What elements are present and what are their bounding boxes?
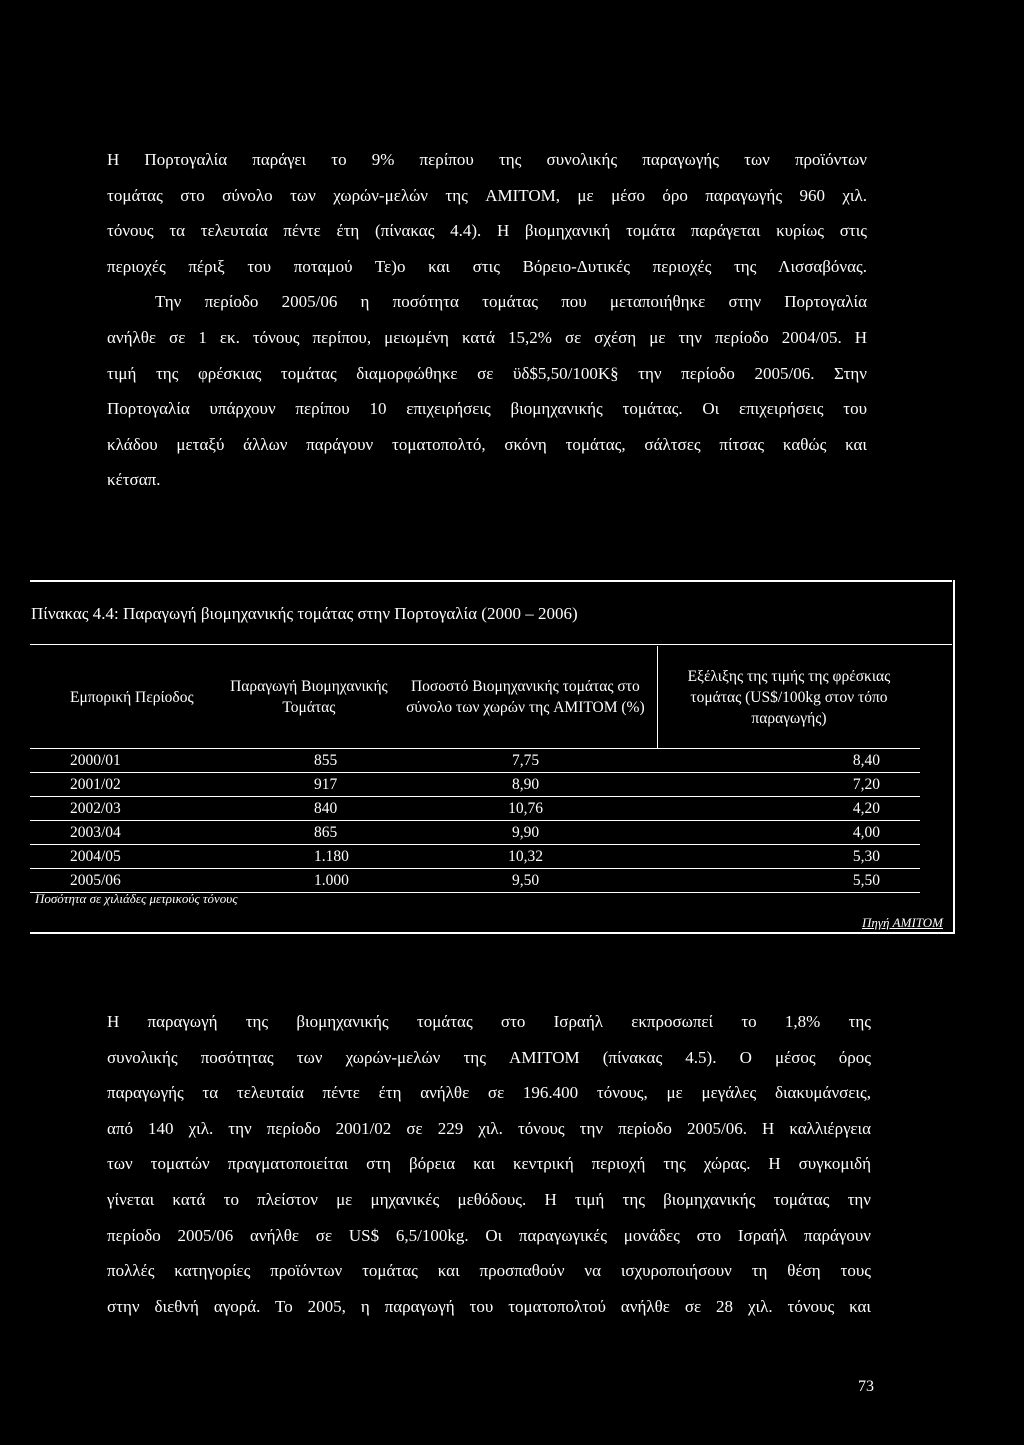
text-line: πολλές κατηγορίες προϊόντων τομάτας και προσπαθούν να ισχυροποιήσουν τη θέση τους bbox=[107, 1261, 871, 1281]
cell-period: 2000/01 bbox=[30, 749, 224, 773]
text-line: Πορτογαλία υπάρχουν περίπου 10 επιχειρήσεις βιομηχανικής τομάτας. Οι επιχειρήσεις του bbox=[107, 399, 867, 419]
production-table-block bbox=[30, 580, 960, 940]
text-line: Η παραγωγή της βιομηχανικής τομάτας στο Ισραήλ εκπροσωπεί το 1,8% της bbox=[107, 1012, 871, 1031]
text-line: από 140 χιλ. την περίοδο 2001/02 σε 229 χιλ. τόνους την περίοδο 2005/06. Η καλλιέργεια bbox=[107, 1118, 871, 1138]
cell-period: 2003/04 bbox=[30, 821, 224, 845]
text-line: γίνεται κατά το πλείστον με μηχανικές μεθόδους. Η τιμή της βιομηχανικής τομάτας την bbox=[107, 1189, 871, 1209]
text-line: κέτσαπ. bbox=[107, 470, 161, 490]
table-source: Πηγή AMITOM bbox=[862, 915, 943, 930]
header-price: Εξέλιξης της τιμής της φρέσκιας τομάτας (US$/100kg στον τόπο παραγωγής) bbox=[657, 646, 920, 749]
cell-share: 8,90 bbox=[394, 773, 658, 797]
text-line: περίοδο 2005/06 ανήλθε σε US$ 6,5/100kg. Οι παραγωγικές μονάδες στο Ισραήλ παράγουν bbox=[107, 1225, 871, 1245]
text-line: παραγωγής τα τελευταία πέντε έτη ανήλθε σε 196.400 τόνους, με μεγάλες διακυμάνσεις, bbox=[107, 1083, 871, 1103]
text-line: κλάδου μεταξύ άλλων παράγουν τοματοπολτό, σκόνη τομάτας, σάλτσες πίτσας καθώς και bbox=[107, 434, 867, 454]
table-row bbox=[30, 845, 920, 869]
bottom-rule bbox=[30, 932, 954, 934]
cell-price: 5,50 bbox=[657, 869, 920, 893]
header-production: Παραγωγή Βιομηχανικής Τομάτας bbox=[224, 646, 394, 749]
cell-share: 9,50 bbox=[394, 869, 658, 893]
cell-period: 2001/02 bbox=[30, 773, 224, 797]
table-row bbox=[30, 797, 920, 821]
text-line: συνολικής ποσότητας των χωρών-μελών της AMITOM (πίνακας 4.5). Ο μέσος όρος bbox=[107, 1047, 871, 1067]
cell-share: 10,76 bbox=[394, 797, 658, 821]
text-line: περιοχές πέριξ του ποταμού Τε)ο και στις Βόρειο-Δυτικές περιοχές της Λισσαβόνας. bbox=[107, 256, 867, 276]
caption-rule bbox=[30, 644, 952, 645]
text-line: τόνους τα τελευταία πέντε έτη (πίνακας 4.4). Η βιομηχανική τομάτα παράγεται κυρίως στις bbox=[107, 221, 867, 241]
text-line: Η Πορτογαλία παράγει το 9% περίπου της συνολικής παραγωγής των προϊόντων bbox=[107, 150, 867, 169]
production-table bbox=[30, 646, 920, 893]
cell-production: 840 bbox=[224, 797, 394, 821]
text-line: ανήλθε σε 1 εκ. τόνους περίπου, μειωμένη κατά 15,2% σε σχέση με την περίοδο 2004/05. Η bbox=[107, 327, 867, 347]
paragraph-israel bbox=[107, 1004, 871, 1324]
cell-production: 917 bbox=[224, 773, 394, 797]
cell-price: 5,30 bbox=[657, 845, 920, 869]
table-row bbox=[30, 869, 920, 893]
table-row bbox=[30, 773, 920, 797]
cell-production: 1.000 bbox=[224, 869, 394, 893]
cell-period: 2004/05 bbox=[30, 845, 224, 869]
right-rule bbox=[953, 580, 955, 934]
header-period: Εμπορική Περίοδος bbox=[30, 646, 224, 749]
cell-share: 9,90 bbox=[394, 821, 658, 845]
text-line: Την περίοδο 2005/06 η ποσότητα τομάτας που μεταποιήθηκε στην Πορτογαλία bbox=[155, 292, 867, 312]
text-line: τομάτας στο σύνολο των χωρών-μελών της AMITOM, με μέσο όρο παραγωγής 960 χιλ. bbox=[107, 185, 867, 205]
cell-period: 2002/03 bbox=[30, 797, 224, 821]
table-note: Ποσότητα σε χιλιάδες μετρικούς τόνους bbox=[35, 891, 238, 906]
text-line: τιμή της φρέσκιας τομάτας διαμορφώθηκε σε ϋδ$5,50/100Κ§ την περίοδο 2005/06. Στην bbox=[107, 363, 867, 383]
page-number: 73 bbox=[858, 1378, 874, 1395]
cell-production: 855 bbox=[224, 749, 394, 773]
paragraph-portugal bbox=[107, 142, 867, 498]
table-row bbox=[30, 749, 920, 773]
header-share: Ποσοστό Βιομηχανικής τομάτας στο σύνολο των χωρών της AMITOM (%) bbox=[394, 646, 658, 749]
text-line: των τοματών πραγματοποιείται στη βόρεια και κεντρική περιοχή της χώρας. Η συγκομιδή bbox=[107, 1154, 871, 1174]
table-caption: Πίνακας 4.4: Παραγωγή βιομηχανικής τομάτας στην Πορτογαλία (2000 – 2006) bbox=[31, 604, 578, 623]
cell-price: 4,20 bbox=[657, 797, 920, 821]
cell-production: 865 bbox=[224, 821, 394, 845]
top-rule bbox=[30, 580, 952, 582]
cell-price: 8,40 bbox=[657, 749, 920, 773]
text-line: στην διεθνή αγορά. Το 2005, η παραγωγή του τοματοπολτού ανήλθε σε 28 χιλ. τόνους και bbox=[107, 1296, 871, 1316]
table-header-row bbox=[30, 646, 920, 749]
cell-price: 7,20 bbox=[657, 773, 920, 797]
cell-production: 1.180 bbox=[224, 845, 394, 869]
cell-share: 10,32 bbox=[394, 845, 658, 869]
cell-price: 4,00 bbox=[657, 821, 920, 845]
table-row bbox=[30, 821, 920, 845]
cell-period: 2005/06 bbox=[30, 869, 224, 893]
cell-share: 7,75 bbox=[394, 749, 658, 773]
